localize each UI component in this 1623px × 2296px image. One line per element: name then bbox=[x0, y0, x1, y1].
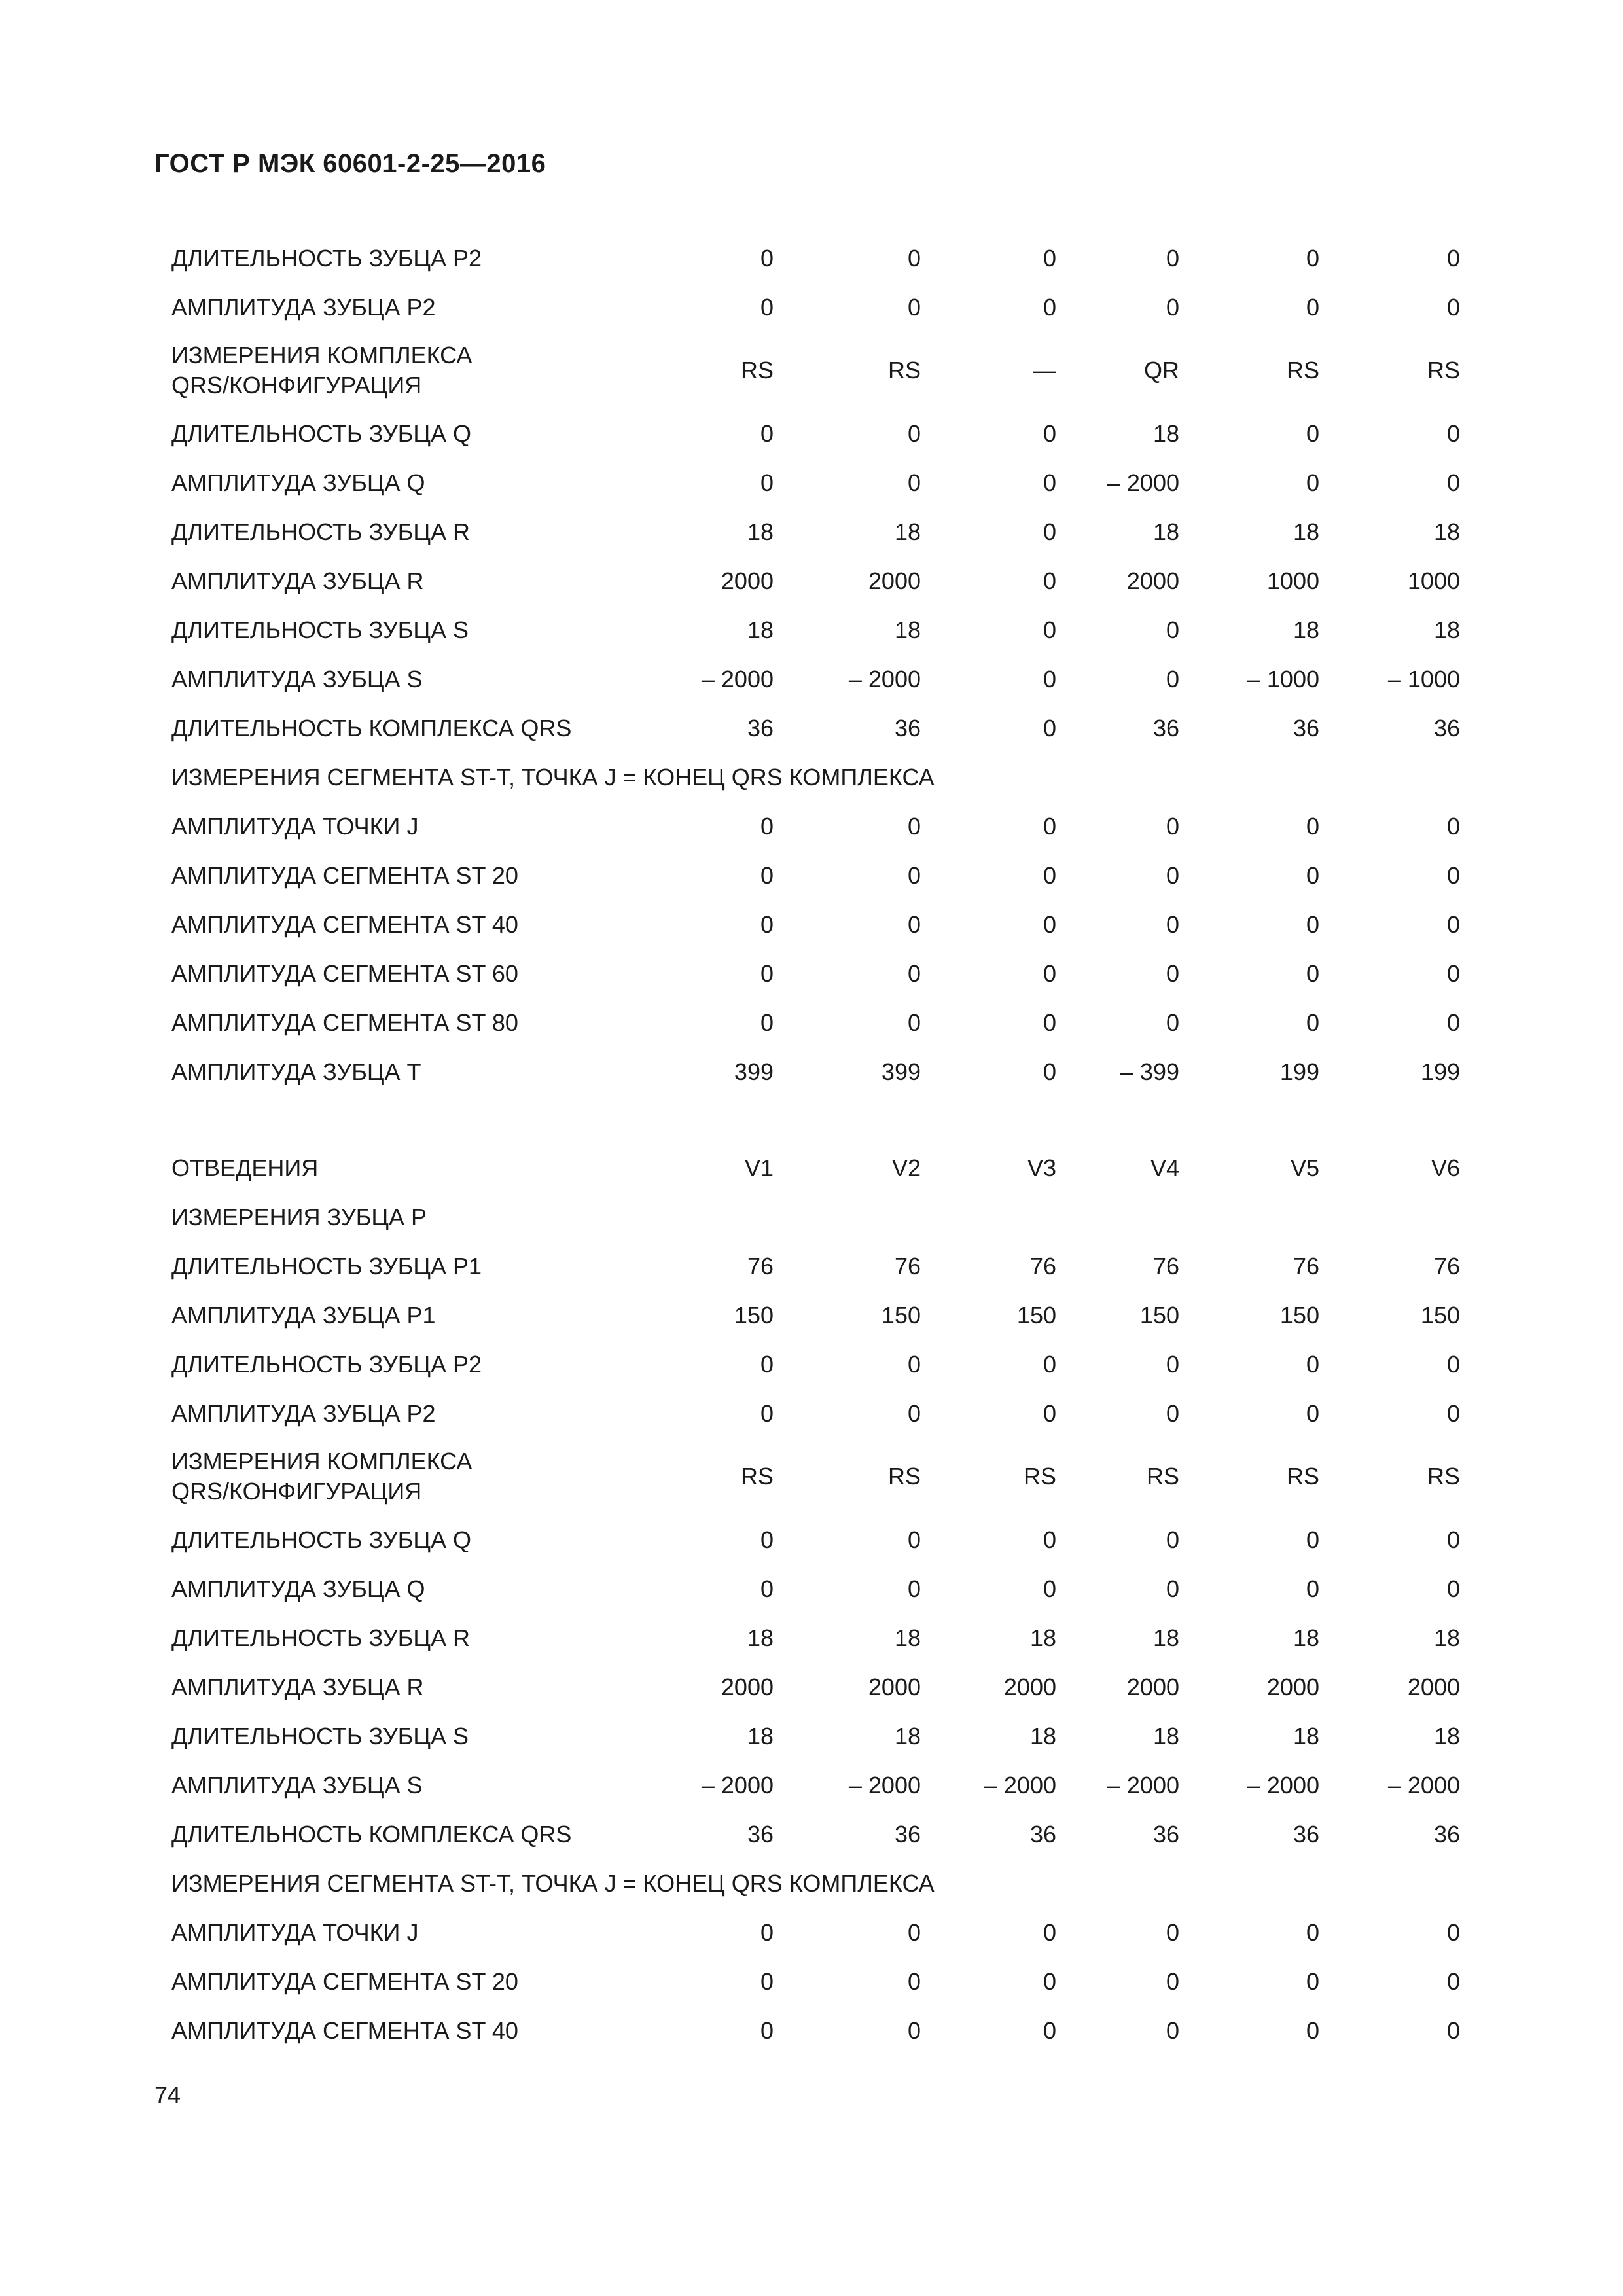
column-header: V6 bbox=[1431, 1154, 1460, 1181]
cell-value: 0 bbox=[1306, 1399, 1319, 1427]
cell-value: 18 bbox=[747, 1722, 774, 1749]
cell-value: 0 bbox=[1166, 665, 1179, 692]
cell-value: RS bbox=[887, 357, 921, 384]
cell-value: 0 bbox=[1043, 812, 1056, 840]
cell-value: 0 bbox=[760, 1399, 774, 1427]
cell-value: 2000 bbox=[721, 567, 774, 594]
cell-value: 0 bbox=[1166, 1918, 1179, 1946]
cell-value: – 2000 bbox=[1107, 469, 1179, 496]
row-label: АМПЛИТУДА СЕГМЕНТА ST 80 bbox=[171, 1009, 518, 1036]
cell-value: 18 bbox=[747, 518, 774, 545]
cell-value: 76 bbox=[894, 1252, 921, 1280]
row-label: ДЛИТЕЛЬНОСТЬ ЗУБЦА R bbox=[171, 518, 471, 545]
cell-value: 0 bbox=[1166, 1526, 1179, 1553]
cell-value: 0 bbox=[1446, 1350, 1460, 1378]
row-label: АМПЛИТУДА СЕГМЕНТА ST 60 bbox=[171, 960, 518, 987]
cell-value: 18 bbox=[1029, 1624, 1056, 1651]
table-row bbox=[171, 1613, 1467, 1662]
cell-value: 0 bbox=[907, 960, 921, 987]
cell-value: 150 bbox=[1279, 1301, 1319, 1329]
section-heading: ИЗМЕРЕНИЯ СЕГМЕНТА ST-T, ТОЧКА J = КОНЕЦ QRS КОМПЛЕКСА bbox=[171, 1869, 935, 1897]
cell-value: 0 bbox=[1043, 1575, 1056, 1602]
cell-value: 2000 bbox=[1126, 567, 1179, 594]
cell-value: 0 bbox=[1166, 1399, 1179, 1427]
cell-value: 18 bbox=[1293, 518, 1319, 545]
cell-value: 76 bbox=[1433, 1252, 1460, 1280]
cell-value: 0 bbox=[760, 420, 774, 447]
row-label: АМПЛИТУДА ЗУБЦА R bbox=[171, 567, 424, 594]
cell-value: 0 bbox=[1043, 714, 1056, 742]
table-row bbox=[171, 1515, 1467, 1564]
cell-value: 18 bbox=[1152, 1722, 1179, 1749]
cell-value: 0 bbox=[907, 1009, 921, 1036]
cell-value: – 2000 bbox=[984, 1771, 1056, 1799]
cell-value: 0 bbox=[1166, 861, 1179, 889]
row-label: ДЛИТЕЛЬНОСТЬ ЗУБЦА P2 bbox=[171, 244, 482, 272]
cell-value: 0 bbox=[1043, 518, 1056, 545]
cell-value: 0 bbox=[760, 1526, 774, 1553]
cell-value: 0 bbox=[907, 812, 921, 840]
cell-value: 36 bbox=[1433, 1820, 1460, 1848]
table-row bbox=[171, 1712, 1467, 1761]
cell-value: 0 bbox=[1446, 1526, 1460, 1553]
cell-value: 76 bbox=[1293, 1252, 1319, 1280]
column-header: V4 bbox=[1150, 1154, 1179, 1181]
table-row bbox=[171, 556, 1467, 605]
cell-value: 0 bbox=[760, 469, 774, 496]
cell-value: – 2000 bbox=[1247, 1771, 1319, 1799]
section-heading: ИЗМЕРЕНИЯ ЗУБЦА P bbox=[171, 1203, 427, 1230]
cell-value: 0 bbox=[1446, 910, 1460, 938]
table-row bbox=[171, 1761, 1467, 1810]
cell-value: 0 bbox=[760, 293, 774, 321]
row-label: ДЛИТЕЛЬНОСТЬ ЗУБЦА Q bbox=[171, 1526, 472, 1553]
table-row bbox=[171, 458, 1467, 507]
row-label: АМПЛИТУДА СЕГМЕНТА ST 20 bbox=[171, 1967, 518, 1995]
cell-value: 0 bbox=[760, 1918, 774, 1946]
table-row bbox=[171, 998, 1467, 1047]
cell-value: RS bbox=[740, 357, 774, 384]
column-header: V2 bbox=[891, 1154, 921, 1181]
row-label: АМПЛИТУДА СЕГМЕНТА ST 40 bbox=[171, 910, 518, 938]
cell-value: 0 bbox=[760, 861, 774, 889]
table-row bbox=[171, 802, 1467, 851]
cell-value: 0 bbox=[760, 2017, 774, 2044]
cell-value: 0 bbox=[760, 1350, 774, 1378]
cell-value: 76 bbox=[1152, 1252, 1179, 1280]
row-label: АМПЛИТУДА ЗУБЦА P1 bbox=[171, 1301, 436, 1329]
cell-value: 0 bbox=[1166, 293, 1179, 321]
cell-value: 0 bbox=[907, 420, 921, 447]
cell-value: 0 bbox=[1166, 244, 1179, 272]
cell-value: – 399 bbox=[1120, 1058, 1179, 1085]
cell-value: — bbox=[1033, 357, 1056, 384]
cell-value: 0 bbox=[1306, 2017, 1319, 2044]
cell-value: 36 bbox=[894, 714, 921, 742]
cell-value: 0 bbox=[1043, 244, 1056, 272]
cell-value: 0 bbox=[1043, 1399, 1056, 1427]
cell-value: 0 bbox=[1446, 293, 1460, 321]
cell-value: 18 bbox=[1433, 616, 1460, 643]
leads-heading: ОТВЕДЕНИЯ bbox=[171, 1154, 319, 1181]
row-label: АМПЛИТУДА ЗУБЦА S bbox=[171, 665, 423, 692]
cell-value: 2000 bbox=[1407, 1673, 1460, 1700]
cell-value: 2000 bbox=[1126, 1673, 1179, 1700]
row-label: ИЗМЕРЕНИЯ КОМПЛЕКСА QRS/КОНФИГУРАЦИЯ bbox=[171, 342, 473, 399]
table-row bbox=[171, 1389, 1467, 1438]
row-label: ДЛИТЕЛЬНОСТЬ ЗУБЦА Q bbox=[171, 420, 472, 447]
cell-value: 0 bbox=[760, 1575, 774, 1602]
cell-value: 0 bbox=[1043, 469, 1056, 496]
cell-value: 0 bbox=[1446, 1575, 1460, 1602]
table-row bbox=[171, 900, 1467, 949]
cell-value: 0 bbox=[1043, 1058, 1056, 1085]
cell-value: 0 bbox=[1306, 469, 1319, 496]
cell-value: RS bbox=[1286, 357, 1319, 384]
cell-value: 0 bbox=[907, 1575, 921, 1602]
cell-value: 18 bbox=[1433, 1624, 1460, 1651]
row-label: АМПЛИТУДА СЕГМЕНТА ST 20 bbox=[171, 861, 518, 889]
cell-value: 0 bbox=[760, 1009, 774, 1036]
row-label: АМПЛИТУДА ЗУБЦА T bbox=[171, 1058, 421, 1085]
section-heading-row bbox=[171, 1859, 1467, 1908]
cell-value: 18 bbox=[747, 616, 774, 643]
cell-value: 0 bbox=[1446, 1918, 1460, 1946]
row-label: ДЛИТЕЛЬНОСТЬ ЗУБЦА P2 bbox=[171, 1350, 482, 1378]
cell-value: 0 bbox=[1043, 2017, 1056, 2044]
cell-value: 150 bbox=[734, 1301, 774, 1329]
cell-value: 0 bbox=[1306, 1009, 1319, 1036]
cell-value: 76 bbox=[1029, 1252, 1056, 1280]
cell-value: 0 bbox=[1043, 567, 1056, 594]
cell-value: 0 bbox=[1166, 910, 1179, 938]
cell-value: 0 bbox=[1166, 960, 1179, 987]
cell-value: 2000 bbox=[721, 1673, 774, 1700]
cell-value: RS bbox=[740, 1463, 774, 1490]
section-heading: ИЗМЕРЕНИЯ СЕГМЕНТА ST-T, ТОЧКА J = КОНЕЦ QRS КОМПЛЕКСА bbox=[171, 763, 935, 791]
column-header: V5 bbox=[1290, 1154, 1319, 1181]
cell-value: 0 bbox=[1446, 469, 1460, 496]
cell-value: 36 bbox=[1293, 1820, 1319, 1848]
cell-value: 0 bbox=[1306, 420, 1319, 447]
cell-value: 2000 bbox=[1266, 1673, 1319, 1700]
cell-value: 399 bbox=[734, 1058, 774, 1085]
row-label: ДЛИТЕЛЬНОСТЬ ЗУБЦА R bbox=[171, 1624, 471, 1651]
cell-value: 36 bbox=[747, 714, 774, 742]
cell-value: 2000 bbox=[868, 567, 921, 594]
row-label: АМПЛИТУДА ЗУБЦА R bbox=[171, 1673, 424, 1700]
cell-value: 0 bbox=[1446, 2017, 1460, 2044]
row-label: АМПЛИТУДА ТОЧКИ J bbox=[171, 1918, 419, 1946]
table-row bbox=[171, 949, 1467, 998]
cell-value: 36 bbox=[1029, 1820, 1056, 1848]
cell-value: 18 bbox=[1433, 518, 1460, 545]
table-row bbox=[171, 1340, 1467, 1389]
cell-value: 18 bbox=[1152, 518, 1179, 545]
cell-value: RS bbox=[1146, 1463, 1179, 1490]
cell-value: 0 bbox=[760, 812, 774, 840]
document-header: ГОСТ Р МЭК 60601-2-25—2016 bbox=[154, 149, 546, 178]
row-label: АМПЛИТУДА СЕГМЕНТА ST 40 bbox=[171, 2017, 518, 2044]
cell-value: 199 bbox=[1279, 1058, 1319, 1085]
cell-value: 0 bbox=[1306, 861, 1319, 889]
table-row bbox=[171, 234, 1467, 283]
cell-value: 0 bbox=[1166, 616, 1179, 643]
cell-value: 0 bbox=[907, 861, 921, 889]
cell-value: – 2000 bbox=[848, 1771, 921, 1799]
table-row bbox=[171, 1291, 1467, 1340]
row-label: ИЗМЕРЕНИЯ КОМПЛЕКСА QRS/КОНФИГУРАЦИЯ bbox=[171, 1448, 473, 1505]
cell-value: 36 bbox=[1293, 714, 1319, 742]
cell-value: 0 bbox=[1446, 244, 1460, 272]
cell-value: 18 bbox=[1152, 420, 1179, 447]
cell-value: – 2000 bbox=[1387, 1771, 1460, 1799]
cell-value: RS bbox=[887, 1463, 921, 1490]
cell-value: 0 bbox=[1043, 420, 1056, 447]
cell-value: 18 bbox=[1293, 1722, 1319, 1749]
cell-value: 0 bbox=[907, 1967, 921, 1995]
cell-value: – 2000 bbox=[701, 1771, 774, 1799]
table-header-row bbox=[171, 1143, 1467, 1193]
table-row bbox=[171, 1957, 1467, 2006]
cell-value: 150 bbox=[881, 1301, 921, 1329]
cell-value: 0 bbox=[1043, 1526, 1056, 1553]
table-row bbox=[171, 1438, 1467, 1515]
cell-value: 18 bbox=[1029, 1722, 1056, 1749]
cell-value: 0 bbox=[1043, 616, 1056, 643]
cell-value: 0 bbox=[1446, 1009, 1460, 1036]
cell-value: 0 bbox=[1306, 1350, 1319, 1378]
table-row bbox=[171, 1047, 1467, 1096]
cell-value: 18 bbox=[894, 1722, 921, 1749]
cell-value: – 2000 bbox=[1107, 1771, 1179, 1799]
cell-value: 18 bbox=[894, 616, 921, 643]
cell-value: 0 bbox=[907, 2017, 921, 2044]
cell-value: – 1000 bbox=[1387, 665, 1460, 692]
row-label: АМПЛИТУДА ТОЧКИ J bbox=[171, 812, 419, 840]
cell-value: 150 bbox=[1016, 1301, 1056, 1329]
cell-value: 18 bbox=[1433, 1722, 1460, 1749]
table-row bbox=[171, 283, 1467, 332]
cell-value: 150 bbox=[1139, 1301, 1179, 1329]
table-row bbox=[171, 332, 1467, 409]
row-label: АМПЛИТУДА ЗУБЦА P2 bbox=[171, 1399, 436, 1427]
row-label: ДЛИТЕЛЬНОСТЬ КОМПЛЕКСА QRS bbox=[171, 714, 572, 742]
cell-value: 0 bbox=[1446, 812, 1460, 840]
cell-value: 18 bbox=[894, 518, 921, 545]
cell-value: QR bbox=[1144, 357, 1179, 384]
row-label: ДЛИТЕЛЬНОСТЬ ЗУБЦА S bbox=[171, 1722, 469, 1749]
cell-value: 0 bbox=[760, 1967, 774, 1995]
cell-value: 0 bbox=[760, 244, 774, 272]
cell-value: 199 bbox=[1420, 1058, 1460, 1085]
table-row bbox=[171, 605, 1467, 655]
cell-value: 0 bbox=[1166, 812, 1179, 840]
table-row bbox=[171, 409, 1467, 458]
table-row bbox=[171, 1908, 1467, 1957]
column-header: V3 bbox=[1027, 1154, 1056, 1181]
cell-value: 0 bbox=[1306, 1575, 1319, 1602]
row-label: АМПЛИТУДА ЗУБЦА S bbox=[171, 1771, 423, 1799]
cell-value: 0 bbox=[907, 1918, 921, 1946]
page-number: 74 bbox=[154, 2081, 181, 2108]
cell-value: RS bbox=[1286, 1463, 1319, 1490]
cell-value: 0 bbox=[907, 1526, 921, 1553]
cell-value: 0 bbox=[1043, 1918, 1056, 1946]
cell-value: RS bbox=[1023, 1463, 1056, 1490]
cell-value: 0 bbox=[1043, 861, 1056, 889]
cell-value: 0 bbox=[1043, 1009, 1056, 1036]
cell-value: 1000 bbox=[1407, 567, 1460, 594]
row-label: АМПЛИТУДА ЗУБЦА P2 bbox=[171, 293, 436, 321]
table-row bbox=[171, 507, 1467, 556]
cell-value: 0 bbox=[1306, 1967, 1319, 1995]
section-heading-row bbox=[171, 1193, 1467, 1242]
table-row bbox=[171, 851, 1467, 900]
row-label: АМПЛИТУДА ЗУБЦА Q bbox=[171, 469, 425, 496]
cell-value: 36 bbox=[1152, 714, 1179, 742]
cell-value: 0 bbox=[1306, 910, 1319, 938]
lead-table-v1-v6 bbox=[171, 1143, 1467, 2055]
cell-value: 36 bbox=[747, 1820, 774, 1848]
cell-value: 0 bbox=[907, 1350, 921, 1378]
cell-value: 0 bbox=[1306, 1918, 1319, 1946]
cell-value: 1000 bbox=[1266, 567, 1319, 594]
cell-value: 36 bbox=[894, 1820, 921, 1848]
row-label: АМПЛИТУДА ЗУБЦА Q bbox=[171, 1575, 425, 1602]
table-row bbox=[171, 704, 1467, 753]
cell-value: 0 bbox=[907, 910, 921, 938]
cell-value: 0 bbox=[1043, 960, 1056, 987]
cell-value: 18 bbox=[894, 1624, 921, 1651]
cell-value: 0 bbox=[1446, 1399, 1460, 1427]
cell-value: 0 bbox=[1166, 1009, 1179, 1036]
cell-value: 0 bbox=[1043, 293, 1056, 321]
cell-value: 0 bbox=[1446, 420, 1460, 447]
cell-value: 0 bbox=[1446, 960, 1460, 987]
cell-value: 0 bbox=[1306, 812, 1319, 840]
cell-value: 0 bbox=[1043, 910, 1056, 938]
cell-value: 0 bbox=[1166, 1350, 1179, 1378]
cell-value: RS bbox=[1427, 1463, 1460, 1490]
cell-value: 0 bbox=[1043, 1350, 1056, 1378]
table-row bbox=[171, 2006, 1467, 2055]
table-row bbox=[171, 1242, 1467, 1291]
cell-value: 0 bbox=[1446, 861, 1460, 889]
table-row bbox=[171, 1564, 1467, 1613]
cell-value: 0 bbox=[1166, 2017, 1179, 2044]
cell-value: 0 bbox=[1306, 960, 1319, 987]
cell-value: 0 bbox=[907, 293, 921, 321]
cell-value: RS bbox=[1427, 357, 1460, 384]
cell-value: 0 bbox=[907, 1399, 921, 1427]
section-heading-row bbox=[171, 753, 1467, 802]
row-label: ДЛИТЕЛЬНОСТЬ ЗУБЦА S bbox=[171, 616, 469, 643]
cell-value: 0 bbox=[760, 960, 774, 987]
cell-value: 2000 bbox=[868, 1673, 921, 1700]
lead-table-continued bbox=[171, 234, 1467, 1096]
cell-value: 36 bbox=[1152, 1820, 1179, 1848]
cell-value: 0 bbox=[1446, 1967, 1460, 1995]
cell-value: 0 bbox=[1043, 665, 1056, 692]
cell-value: 0 bbox=[1306, 244, 1319, 272]
column-header: V1 bbox=[744, 1154, 774, 1181]
cell-value: 0 bbox=[1306, 293, 1319, 321]
cell-value: – 2000 bbox=[848, 665, 921, 692]
cell-value: 0 bbox=[907, 469, 921, 496]
cell-value: 0 bbox=[760, 910, 774, 938]
cell-value: – 1000 bbox=[1247, 665, 1319, 692]
row-label: ДЛИТЕЛЬНОСТЬ КОМПЛЕКСА QRS bbox=[171, 1820, 572, 1848]
cell-value: 0 bbox=[1166, 1967, 1179, 1995]
cell-value: 76 bbox=[747, 1252, 774, 1280]
table-row bbox=[171, 1810, 1467, 1859]
cell-value: 0 bbox=[1043, 1967, 1056, 1995]
cell-value: 18 bbox=[1293, 616, 1319, 643]
cell-value: 2000 bbox=[1003, 1673, 1056, 1700]
cell-value: 18 bbox=[1152, 1624, 1179, 1651]
cell-value: 0 bbox=[1166, 1575, 1179, 1602]
table-row bbox=[171, 655, 1467, 704]
cell-value: 18 bbox=[1293, 1624, 1319, 1651]
table-row bbox=[171, 1662, 1467, 1712]
cell-value: 18 bbox=[747, 1624, 774, 1651]
cell-value: 0 bbox=[907, 244, 921, 272]
cell-value: – 2000 bbox=[701, 665, 774, 692]
cell-value: 150 bbox=[1420, 1301, 1460, 1329]
row-label: ДЛИТЕЛЬНОСТЬ ЗУБЦА P1 bbox=[171, 1252, 482, 1280]
cell-value: 399 bbox=[881, 1058, 921, 1085]
cell-value: 0 bbox=[1306, 1526, 1319, 1553]
cell-value: 36 bbox=[1433, 714, 1460, 742]
